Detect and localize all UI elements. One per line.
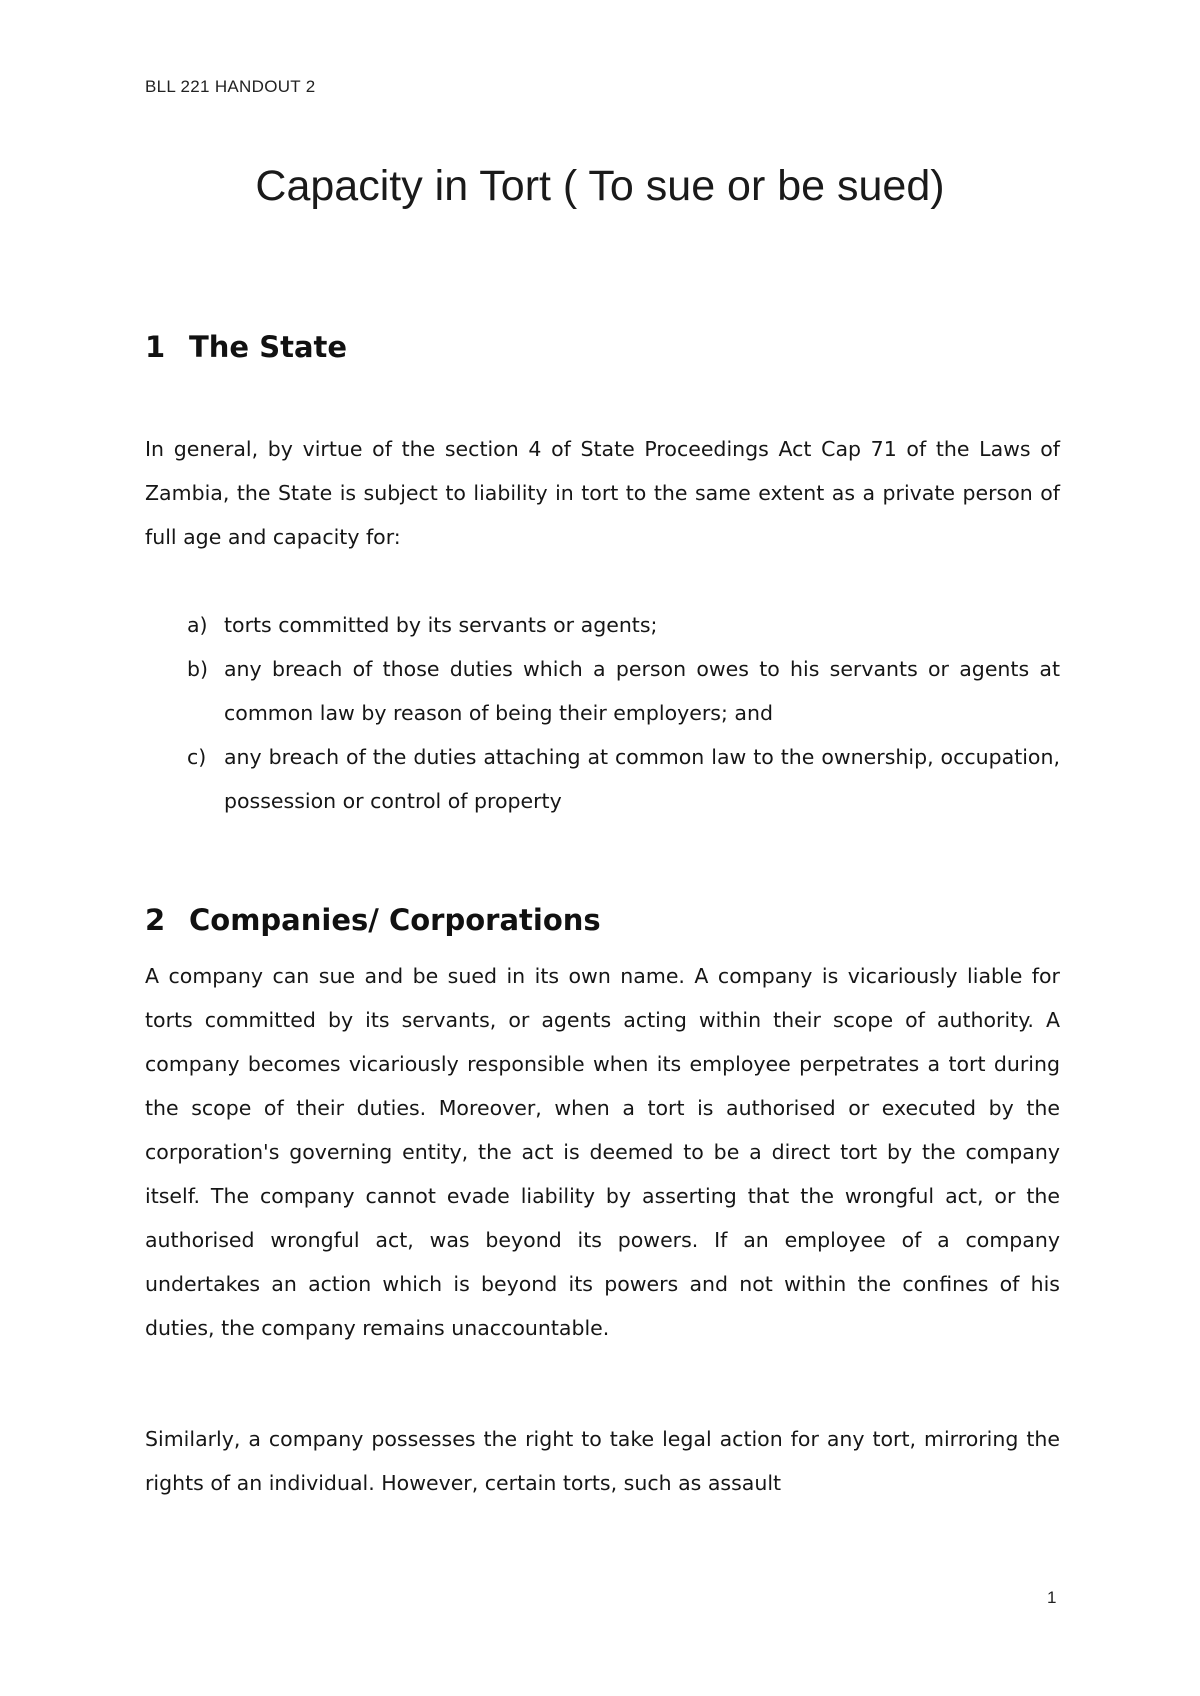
section-number: 1 xyxy=(145,330,166,364)
section-title: Companies/ Corporations xyxy=(189,903,601,937)
section-number: 2 xyxy=(145,903,166,937)
list-item xyxy=(170,735,1060,823)
list-item xyxy=(170,603,1060,647)
list-item xyxy=(170,647,1060,735)
running-header: BLL 221 HANDOUT 2 xyxy=(145,77,316,96)
section-heading-companies xyxy=(145,903,601,937)
list-marker: c) xyxy=(187,745,207,769)
state-liability-list xyxy=(170,603,1060,823)
list-item-text: any breach of those duties which a person owes to his servants or agents at common law by reason of being their employers; and xyxy=(224,657,1060,725)
companies-paragraph-2: Similarly, a company possesses the right to take legal action for any tort, mirroring the rights of an individual. However, certain torts, such as assault xyxy=(145,1427,1060,1495)
section-title: The State xyxy=(189,330,348,364)
list-marker: a) xyxy=(187,613,208,637)
document-title: Capacity in Tort ( To sue or be sued) xyxy=(255,162,945,210)
list-item-text: any breach of the duties attaching at common law to the ownership, occupation, possession or control of property xyxy=(224,745,1060,813)
companies-paragraph-1: A company can sue and be sued in its own name. A company is vicariously liable for torts committed by its servants, or agents acting within their scope of authority. A company becomes vicariously responsible when its employee perpetrates a tort during the scope of their duties. Moreover, when a tort is authorised or executed by the corporation's governing entity, the act is deemed to be a direct tort by the company itself. The company cannot evade liability by asserting that the wrongful act, or the authorised wrongful act, was beyond its powers. If an employee of a company undertakes an action which is beyond its powers and not within the confines of his duties, the company remains unaccountable. xyxy=(145,964,1060,1340)
state-intro-paragraph: In general, by virtue of the section 4 of State Proceedings Act Cap 71 of the Laws of Zambia, the State is subject to liability in tort to the same extent as a private person of full age and capacity for: xyxy=(145,437,1060,549)
list-item-text: torts committed by its servants or agents; xyxy=(224,613,658,637)
page-number: 1 xyxy=(1047,1588,1057,1607)
section-heading-state xyxy=(145,330,347,364)
list-marker: b) xyxy=(187,657,209,681)
